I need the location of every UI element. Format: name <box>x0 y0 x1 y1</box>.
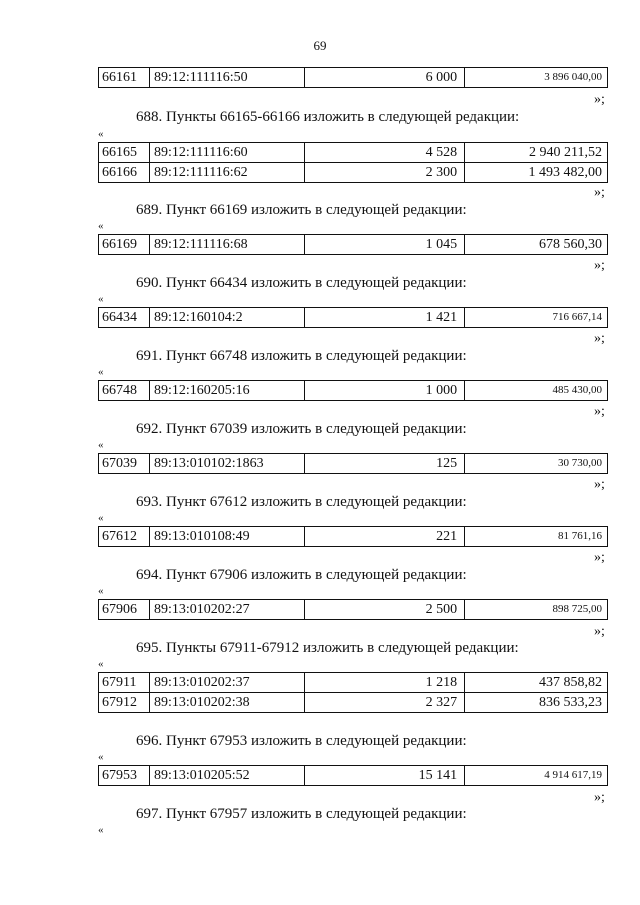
opening-quote: « <box>98 824 104 836</box>
land-table <box>98 453 608 474</box>
table-row <box>99 693 608 713</box>
opening-quote: « <box>98 585 104 597</box>
area-cell: 1 000 <box>305 381 465 401</box>
area-cell: 4 528 <box>305 143 465 163</box>
paragraph-heading: 696. Пункт 67953 изложить в следующей редакции: <box>136 733 467 749</box>
cadastral-number-cell: 89:13:010202:38 <box>150 693 305 713</box>
item-number-cell: 66748 <box>99 381 150 401</box>
value-cell: 2 940 211,52 <box>465 143 608 163</box>
land-table <box>98 526 608 547</box>
item-number-cell: 66434 <box>99 308 150 328</box>
area-cell: 1 421 <box>305 308 465 328</box>
area-cell: 221 <box>305 527 465 547</box>
table-row <box>99 527 608 547</box>
cadastral-number-cell: 89:12:160205:16 <box>150 381 305 401</box>
paragraph-heading: 695. Пункты 67911-67912 изложить в следующей редакции: <box>136 640 519 656</box>
opening-quote: « <box>98 751 104 763</box>
paragraph-heading: 688. Пункты 66165-66166 изложить в следующей редакции: <box>136 109 520 125</box>
cadastral-number-cell: 89:12:160104:2 <box>150 308 305 328</box>
cadastral-number-cell: 89:13:010202:37 <box>150 673 305 693</box>
cadastral-number-cell: 89:13:010205:52 <box>150 766 305 786</box>
cadastral-number-cell: 89:12:111116:60 <box>150 143 305 163</box>
opening-quote: « <box>98 220 104 232</box>
paragraph-heading: 693. Пункт 67612 изложить в следующей редакции: <box>136 494 467 510</box>
cadastral-number-cell: 89:13:010202:27 <box>150 600 305 620</box>
opening-quote: « <box>98 658 104 670</box>
item-number-cell: 67911 <box>99 673 150 693</box>
item-number-cell: 67039 <box>99 454 150 474</box>
table-row <box>99 381 608 401</box>
value-cell: 485 430,00 <box>465 381 608 401</box>
paragraph-heading: 692. Пункт 67039 изложить в следующей редакции: <box>136 421 467 437</box>
land-table <box>98 672 608 713</box>
table-row <box>99 308 608 328</box>
area-cell: 1 045 <box>305 235 465 255</box>
opening-quote: « <box>98 512 104 524</box>
area-cell: 6 000 <box>305 68 465 88</box>
value-cell: 30 730,00 <box>465 454 608 474</box>
closing-quote: »; <box>594 185 605 200</box>
value-cell: 437 858,82 <box>465 673 608 693</box>
land-table <box>98 599 608 620</box>
land-table <box>98 307 608 328</box>
table-row <box>99 673 608 693</box>
page-number: 69 <box>313 38 327 53</box>
closing-quote: »; <box>594 550 605 565</box>
closing-quote: »; <box>594 92 605 107</box>
table-row <box>99 454 608 474</box>
area-cell: 2 327 <box>305 693 465 713</box>
table-row <box>99 143 608 163</box>
paragraph-heading: 690. Пункт 66434 изложить в следующей редакции: <box>136 275 467 291</box>
item-number-cell: 67953 <box>99 766 150 786</box>
paragraph-heading: 689. Пункт 66169 изложить в следующей редакции: <box>136 202 467 218</box>
opening-quote: « <box>98 439 104 451</box>
area-cell: 15 141 <box>305 766 465 786</box>
land-table <box>98 234 608 255</box>
opening-quote: « <box>98 366 104 378</box>
opening-quote: « <box>98 293 104 305</box>
item-number-cell: 67906 <box>99 600 150 620</box>
area-cell: 2 500 <box>305 600 465 620</box>
closing-quote: »; <box>594 624 605 639</box>
value-cell: 3 896 040,00 <box>465 68 608 88</box>
item-number-cell: 67612 <box>99 527 150 547</box>
opening-quote: « <box>98 128 104 140</box>
cadastral-number-cell: 89:12:111116:68 <box>150 235 305 255</box>
area-cell: 1 218 <box>305 673 465 693</box>
value-cell: 1 493 482,00 <box>465 163 608 183</box>
closing-quote: »; <box>594 404 605 419</box>
table-row <box>99 600 608 620</box>
paragraph-heading: 697. Пункт 67957 изложить в следующей редакции: <box>136 806 467 822</box>
item-number-cell: 67912 <box>99 693 150 713</box>
closing-quote: »; <box>594 790 605 805</box>
land-table <box>98 67 608 88</box>
item-number-cell: 66166 <box>99 163 150 183</box>
cadastral-number-cell: 89:12:111116:50 <box>150 68 305 88</box>
table-row <box>99 766 608 786</box>
closing-quote: »; <box>594 477 605 492</box>
closing-quote: »; <box>594 258 605 273</box>
table-row <box>99 163 608 183</box>
item-number-cell: 66161 <box>99 68 150 88</box>
area-cell: 2 300 <box>305 163 465 183</box>
value-cell: 81 761,16 <box>465 527 608 547</box>
cadastral-number-cell: 89:13:010108:49 <box>150 527 305 547</box>
cadastral-number-cell: 89:13:010102:1863 <box>150 454 305 474</box>
value-cell: 898 725,00 <box>465 600 608 620</box>
cadastral-number-cell: 89:12:111116:62 <box>150 163 305 183</box>
value-cell: 4 914 617,19 <box>465 766 608 786</box>
value-cell: 678 560,30 <box>465 235 608 255</box>
paragraph-heading: 694. Пункт 67906 изложить в следующей редакции: <box>136 567 467 583</box>
land-table <box>98 765 608 786</box>
area-cell: 125 <box>305 454 465 474</box>
table-row <box>99 68 608 88</box>
land-table <box>98 142 608 183</box>
item-number-cell: 66165 <box>99 143 150 163</box>
item-number-cell: 66169 <box>99 235 150 255</box>
table-row <box>99 235 608 255</box>
value-cell: 716 667,14 <box>465 308 608 328</box>
value-cell: 836 533,23 <box>465 693 608 713</box>
paragraph-heading: 691. Пункт 66748 изложить в следующей редакции: <box>136 348 467 364</box>
closing-quote: »; <box>594 331 605 346</box>
land-table <box>98 380 608 401</box>
